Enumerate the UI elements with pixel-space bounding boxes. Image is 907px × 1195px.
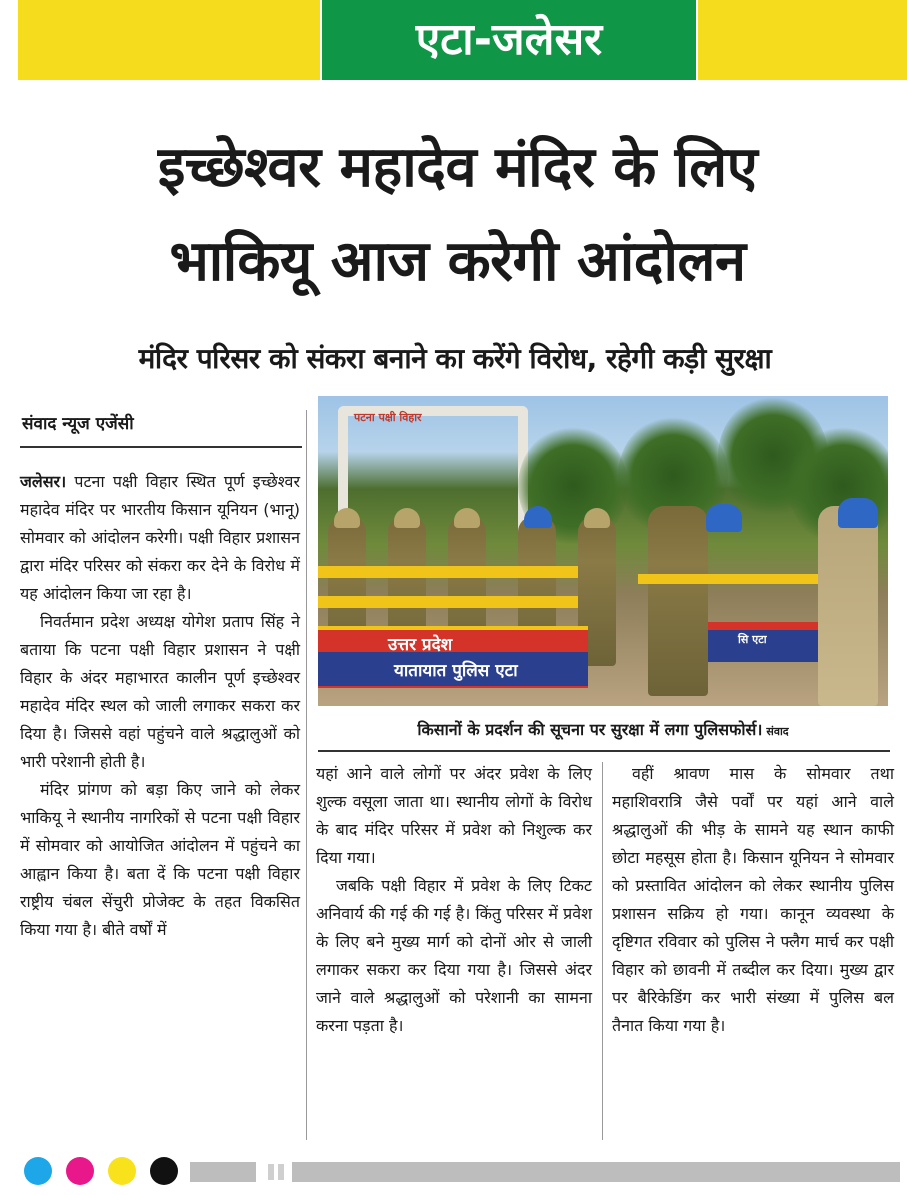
gray-registration-bar: [190, 1162, 256, 1182]
article-paragraph: यहां आने वाले लोगों पर अंदर प्रवेश के लिए शुल्क वसूला जाता था। स्थानीय लोगों के विरोध के बाद मंदिर परिसर में प्रवेश को निशुल्क कर दिया गया।: [316, 764, 592, 867]
helmet: [838, 498, 878, 528]
gray-registration-mark: [268, 1164, 274, 1180]
article-column-2: [316, 760, 592, 1040]
barrier-text: यातायात पुलिस एटा: [394, 661, 518, 681]
caption-text: किसानों के प्रदर्शन की सूचना पर सुरक्षा में लगा पुलिसफोर्स।: [417, 720, 763, 739]
black-registration-dot: [150, 1157, 178, 1185]
gate-arch: [338, 406, 528, 546]
byline: संवाद न्यूज एजेंसी: [22, 414, 134, 434]
barricade-rail: [638, 574, 818, 584]
news-photo: [318, 396, 888, 706]
barricade-rail: [318, 566, 578, 578]
masthead-band-right: [698, 0, 907, 80]
yellow-registration-dot: [108, 1157, 136, 1185]
article-column-1: [20, 468, 300, 944]
headline-line-1: इच्छेश्वर महादेव मंदिर के लिए: [157, 135, 758, 200]
paragraph-text: पटना पक्षी विहार स्थित पूर्ण इच्छेश्वर महादेव मंदिर पर भारतीय किसान यूनियन (भानू) सोमवार को आंदोलन करेगी। पक्षी विहार प्रशासन द्वारा मंदिर परिसर को संकरा कर देने के विरोध में यह आंदोलन किया जा रहा है।: [20, 472, 300, 603]
helmet: [454, 508, 480, 528]
byline-divider: [20, 446, 302, 448]
gray-registration-bar: [292, 1162, 900, 1182]
subheadline: मंदिर परिसर को संकरा बनाने का करेंगे विरोध, रहेगी कड़ी सुरक्षा: [138, 342, 772, 375]
barrier-text: उत्तर प्रदेश: [388, 635, 453, 655]
article-paragraph: जबकि पक्षी विहार में प्रवेश के लिए टिकट अनिवार्य की गई की गई है। किंतु परिसर में प्रवेश के लिए बने मुख्य मार्ग को दोनों ओर से जाली लगाकर सकरा कर दिया गया है। जिससे अंदर जाने वाले श्रद्धालुओं को परेशानी का सामना करना पड़ता है।: [316, 876, 592, 1035]
dateline: जलेसर।: [20, 472, 67, 491]
barrier-text: सि एटा: [738, 633, 767, 646]
article-paragraph: [20, 468, 300, 608]
police-officer: [648, 506, 708, 696]
caption-credit: संवाद: [766, 725, 789, 738]
article-paragraph: वहीं श्रावण मास के सोमवार तथा महाशिवरात्रि जैसे पर्वों पर यहां आने वाले श्रद्धालुओं की भीड़ के सामने यह स्थान काफी छोटा महसूस होता है। किसान यूनियन ने सोमवार को प्रस्तावित आंदोलन को लेकर स्थानीय पुलिस प्रशासन सक्रिय हो गया। कानून व्यवस्था के दृष्टिगत रविवार को पुलिस ने फ्लैग मार्च कर पक्षी विहार को छावनी में तब्दील कर दिया। मुख्य द्वार पर बैरिकेडिंग कर भारी संख्या में पुलिस बल तैनात किया गया है।: [612, 764, 894, 1035]
column-divider: [602, 762, 603, 1140]
headline-line-2: भाकियू आज करेगी आंदोलन: [169, 229, 746, 294]
section-label: एटा-जलेसर: [322, 0, 696, 80]
masthead-band-left: [18, 0, 320, 80]
photo-caption: [318, 712, 888, 748]
helmet: [394, 508, 420, 528]
article-paragraph: मंदिर प्रांगण को बड़ा किए जाने को लेकर भाकियू ने स्थानीय नागरिकों से पटना पक्षी विहार में सोमवार को आयोजित आंदोलन में पहुंचने का आह्वान किया है। बता दें कि पटना पक्षी विहार राष्ट्रीय चंबल सेंचुरी प्रोजेक्ट के तहत विकसित किया गया है। बीते वर्षों में: [20, 780, 300, 939]
helmet: [334, 508, 360, 528]
helmet: [584, 508, 610, 528]
police-officer: [818, 506, 878, 706]
helmet: [524, 506, 552, 528]
gray-registration-mark: [278, 1164, 284, 1180]
caption-divider: [318, 750, 890, 752]
column-divider: [306, 410, 307, 1140]
article-column-3: [612, 760, 894, 1040]
arch-sign-text: पटना पक्षी विहार: [354, 411, 422, 424]
cyan-registration-dot: [24, 1157, 52, 1185]
barricade-rail: [318, 596, 578, 608]
helmet: [706, 504, 742, 532]
article-paragraph: निवर्तमान प्रदेश अध्यक्ष योगेश प्रताप सिंह ने बताया कि पटना पक्षी विहार प्रशासन ने पक्षी विहार के अंदर महाभारत कालीन पूर्ण इच्छेश्वर महादेव मंदिर स्थल को जाली लगाकर सकरा कर दिया है। जिससे वहां पहुंचने वाले श्रद्धालुओं को भारी परेशानी होती है।: [20, 612, 300, 771]
magenta-registration-dot: [66, 1157, 94, 1185]
